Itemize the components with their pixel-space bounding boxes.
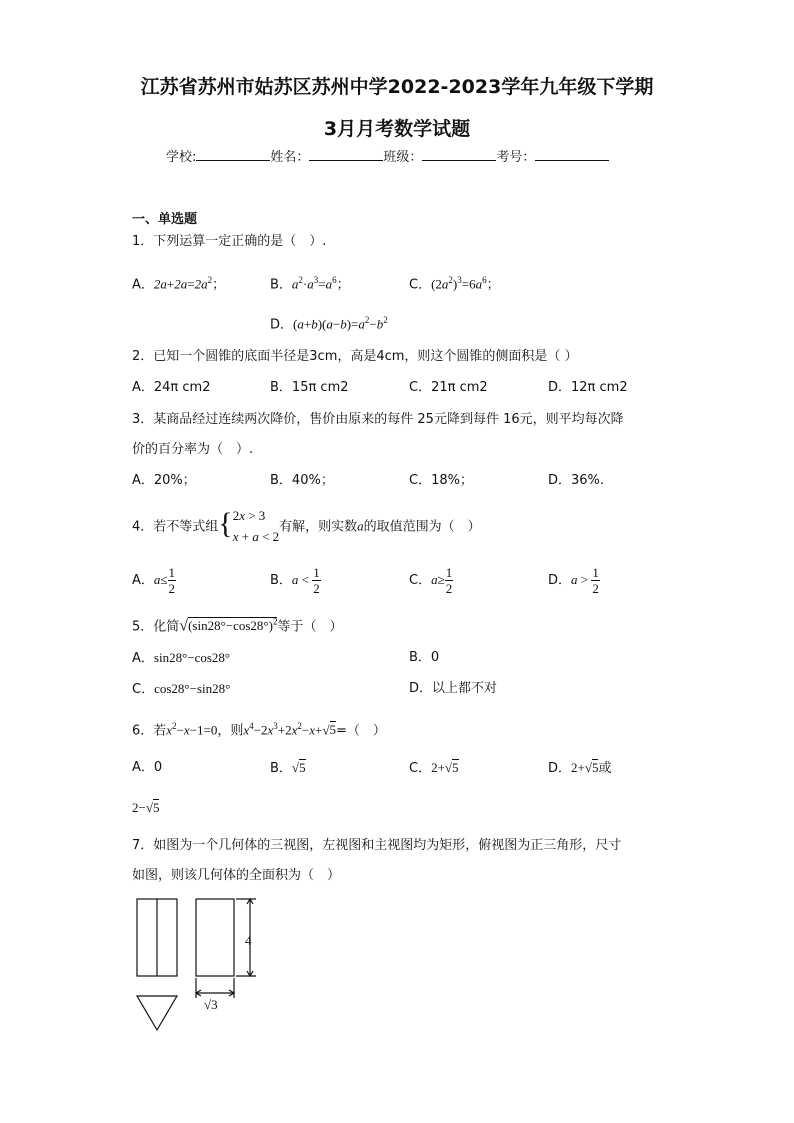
q4-option-b: B．a < $\frac{1}{2}$ — [270, 565, 320, 596]
q3-option-b: B．40%； — [270, 473, 334, 488]
width-label: √3 — [204, 997, 218, 1012]
q4-option-c: C．a≥ $\frac{1}{2}$ — [409, 565, 453, 596]
class-label: 班级： — [383, 150, 423, 165]
q7-stem-line1: 7．如图为一个几何体的三视图，左视图和主视图均为矩形，俯视图为正三角形，尺寸 — [132, 838, 622, 853]
q3-stem-line1: 3．某商品经过连续两次降价，售价由原来的每件 25元降到每件 16元，则平均每次降 — [132, 412, 624, 427]
class-blank[interactable] — [422, 148, 496, 161]
q6-option-b: B．√5 — [270, 760, 306, 776]
q2-option-a: A．24π cm2 — [132, 380, 211, 395]
q3-option-d: D．36%. — [548, 473, 605, 488]
school-blank[interactable] — [196, 148, 270, 161]
height-label: 4 — [245, 933, 252, 948]
q5-option-b: B．0 — [409, 650, 440, 665]
q3-option-a: A．20%； — [132, 473, 196, 488]
q1-stem: 1．下列运算一定正确的是（ ）. — [132, 234, 327, 249]
q5-option-a: A．sin28°−cos28° — [132, 650, 231, 666]
id-label: 考号： — [496, 150, 536, 165]
q5-option-d: D．以上都不对 — [409, 681, 498, 696]
q6-option-d-continued: 2−√5 — [132, 800, 160, 815]
q1-option-a: A．$2a+2a=2a^2$； — [132, 275, 226, 293]
q5-stem: 5．化简$√(\sin 28^\circ-\cos 28^\circ)^2$等于（ ） — [132, 617, 343, 635]
q2-option-c: C．21π cm2 — [409, 380, 488, 395]
q1-option-c: C．$(2a^2)^3=6a^6$； — [409, 275, 500, 293]
q3-option-c: C．18%； — [409, 473, 473, 488]
q4-option-a: A．a≤ $\frac{1}{2}$ — [132, 565, 176, 596]
q3-stem-line2: 价的百分率为（ ）. — [132, 442, 254, 457]
title-line-2: 3月月考数学试题 — [323, 118, 471, 140]
q6-option-c: C．2+√5 — [409, 760, 459, 776]
q6-option-a: A．0 — [132, 760, 163, 775]
front-view-rect — [196, 899, 234, 976]
title-line-1: 江苏省苏州市姑苏区苏州中学2022-2023学年九年级下学期 — [140, 76, 654, 98]
three-view-figure — [130, 890, 280, 1040]
id-blank[interactable] — [535, 148, 609, 161]
top-view-triangle — [137, 996, 177, 1030]
q6-option-d: D．2+√5或 — [548, 760, 612, 776]
section-heading: 一、单选题 — [132, 212, 198, 227]
q2-option-d: D．12π cm2 — [548, 380, 628, 395]
school-label: 学校: — [166, 150, 197, 165]
q2-option-b: B．15π cm2 — [270, 380, 349, 395]
q2-stem: 2．已知一个圆锥的底面半径是3cm，高是4cm，则这个圆锥的侧面积是（ ） — [132, 349, 578, 364]
q1-option-d: D．$(a+b)(a-b)=a^2-b^2$ — [270, 315, 388, 333]
q1-option-b: B．$a^2\cdot a^3=a^6$； — [270, 275, 350, 293]
q5-option-c: C．cos28°−sin28° — [132, 681, 231, 697]
q7-stem-line2: 如图，则该几何体的全面积为（ ） — [132, 868, 341, 883]
q4-option-d: D．a > $\frac{1}{2}$ — [548, 565, 599, 596]
q4-stem: 4．若不等式组{ 2x > 3 x + a < 2 有解，则实数a的取值范围为（ ） — [132, 507, 481, 544]
name-blank[interactable] — [309, 148, 383, 161]
info-fields — [166, 146, 609, 165]
q6-stem: 6．若$x^2-x-1=0$，则$x^4-2x^3+2x^2-x+√5=$（ ） — [132, 721, 386, 739]
name-label: 姓名： — [270, 150, 310, 165]
